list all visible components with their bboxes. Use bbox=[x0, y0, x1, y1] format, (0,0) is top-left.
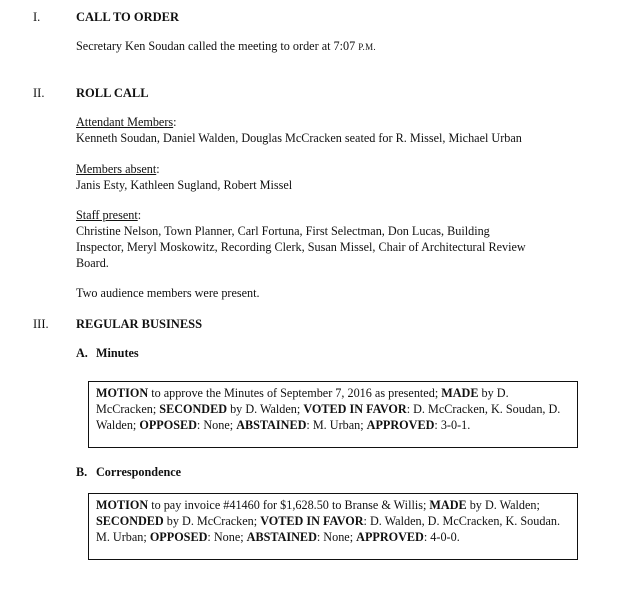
members-absent-heading bbox=[76, 161, 576, 177]
motion-minutes-box bbox=[88, 381, 578, 448]
staff-present-line-2: Inspector, Meryl Moskowitz, Recording Clerk, Susan Missel, Chair of Architectural Review bbox=[76, 240, 526, 254]
made-keyword: MADE bbox=[441, 386, 479, 400]
attendant-members-label: Attendant Members bbox=[76, 115, 174, 129]
call-to-order-time-suffix: P.M. bbox=[358, 42, 376, 52]
members-absent-colon: : bbox=[156, 162, 160, 176]
abstained-keyword: ABSTAINED bbox=[236, 418, 307, 432]
audience-note: Two audience members were present. bbox=[76, 286, 260, 300]
subsection-minutes bbox=[76, 345, 139, 361]
members-absent-list: Janis Esty, Kathleen Sugland, Robert Missel bbox=[76, 178, 293, 192]
made-text: by D. McCracken; bbox=[96, 386, 509, 416]
staff-present-line-3: Board. bbox=[76, 256, 109, 270]
abstained-text: : None; bbox=[316, 530, 357, 544]
abstained-text: : M. Urban; bbox=[306, 418, 367, 432]
approved-keyword: APPROVED bbox=[356, 530, 424, 544]
subsection-correspondence bbox=[76, 464, 181, 480]
motion-keyword: MOTION bbox=[96, 498, 149, 512]
attendant-members-list: Kenneth Soudan, Daniel Walden, Douglas McCracken seated for R. Missel, Michael Urban bbox=[76, 131, 522, 145]
approved-text: : 4-0-0. bbox=[423, 530, 460, 544]
seconded-keyword: SECONDED bbox=[159, 402, 228, 416]
voted-keyword: VOTED IN FAVOR bbox=[303, 402, 407, 416]
members-absent-label: Members absent bbox=[76, 162, 157, 176]
attendant-members-heading bbox=[76, 114, 576, 130]
section-3-numeral: III. bbox=[33, 317, 49, 331]
approved-text: : 3-0-1. bbox=[434, 418, 471, 432]
motion-keyword: MOTION bbox=[96, 386, 149, 400]
subsection-minutes-letter: A. bbox=[76, 346, 88, 360]
voted-text: : D. McCracken, K. Soudan, D. Walden; bbox=[96, 402, 561, 432]
subsection-correspondence-title: Correspondence bbox=[96, 465, 182, 479]
section-3-title: REGULAR BUSINESS bbox=[76, 317, 203, 331]
subsection-minutes-title: Minutes bbox=[96, 346, 139, 360]
section-1-title: CALL TO ORDER bbox=[76, 10, 180, 24]
motion-text: to approve the Minutes of September 7, 2016 as presented; bbox=[148, 386, 442, 400]
staff-present-label: Staff present bbox=[76, 208, 138, 222]
staff-present-line-1: Christine Nelson, Town Planner, Carl Fortuna, First Selectman, Don Lucas, Building bbox=[76, 224, 490, 238]
seconded-text: by D. McCracken; bbox=[163, 514, 261, 528]
motion-correspondence-box bbox=[88, 493, 578, 560]
motion-text: to pay invoice #41460 for $1,628.50 to Branse & Willis; bbox=[148, 498, 430, 512]
opposed-text: : None; bbox=[196, 418, 237, 432]
call-to-order-text bbox=[76, 38, 576, 55]
voted-text: : D. Walden, D. McCracken, K. Soudan. M. Urban; bbox=[96, 514, 561, 544]
abstained-keyword: ABSTAINED bbox=[246, 530, 317, 544]
seconded-keyword: SECONDED bbox=[96, 514, 164, 528]
subsection-correspondence-letter: B. bbox=[76, 465, 88, 479]
made-keyword: MADE bbox=[429, 498, 467, 512]
opposed-keyword: OPPOSED bbox=[139, 418, 197, 432]
made-text: by D. Walden; bbox=[466, 498, 540, 512]
opposed-text: : None; bbox=[207, 530, 247, 544]
section-1-numeral: I. bbox=[33, 10, 41, 24]
call-to-order-sentence: Secretary Ken Soudan called the meeting to order at 7:07 bbox=[76, 39, 359, 53]
staff-present-colon: : bbox=[137, 208, 142, 222]
staff-present-heading bbox=[76, 207, 576, 223]
attendant-members-colon: : bbox=[173, 115, 177, 129]
approved-keyword: APPROVED bbox=[366, 418, 435, 432]
section-2-numeral: II. bbox=[33, 86, 45, 100]
section-2-title: ROLL CALL bbox=[76, 86, 149, 100]
seconded-text: by D. Walden; bbox=[227, 402, 304, 416]
voted-keyword: VOTED IN FAVOR bbox=[260, 514, 364, 528]
opposed-keyword: OPPOSED bbox=[149, 530, 208, 544]
